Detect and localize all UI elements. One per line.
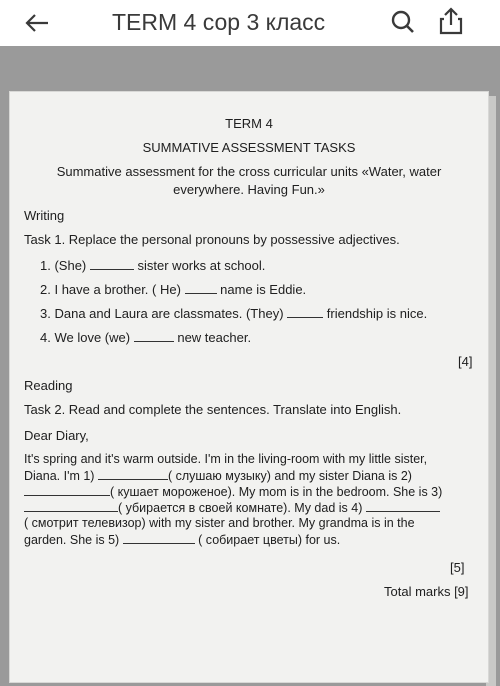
share-icon[interactable]	[438, 6, 464, 36]
subtitle-line-2: everywhere. Having Fun.»	[173, 182, 325, 197]
diary-line: ( смотрит телевизор) with my sister and brother. My grandma is in the	[24, 516, 415, 530]
document-page	[10, 92, 488, 682]
diary-line: It's spring and it's warm outside. I'm in the living-room with my little sister,	[24, 452, 428, 466]
document-title: TERM 4 соp 3 класс	[112, 9, 326, 35]
subtitle-line-1: Summative assessment for the cross curricular units «Water, water	[56, 164, 442, 179]
task1-item: 3. Dana and Laura are classmates. (They) friendship is nice.	[40, 306, 428, 321]
task1-item: 2. I have a brother. ( He) name is Eddie.	[40, 282, 307, 297]
section-writing: Writing	[24, 208, 65, 223]
task1-item: 4. We love (we) new teacher.	[40, 330, 252, 345]
app-bar	[0, 0, 500, 46]
task1-marks: [4]	[458, 354, 473, 369]
task2-marks: [5]	[450, 560, 465, 575]
term-heading: TERM 4	[225, 116, 273, 131]
total-marks: Total marks [9]	[384, 584, 469, 599]
summative-heading: SUMMATIVE ASSESSMENT TASKS	[142, 140, 356, 155]
task1-item: 1. (She) sister works at school.	[40, 258, 266, 273]
search-icon[interactable]	[390, 9, 416, 35]
task2-title: Task 2. Read and complete the sentences. Translate into English.	[24, 402, 402, 417]
diary-greeting: Dear Diary,	[24, 428, 89, 443]
arrow-left-icon[interactable]	[22, 8, 56, 38]
diary-line: ( кушает мороженое). My mom is in the bedroom. She is 3)	[24, 484, 442, 499]
diary-line: Diana. I'm 1) ( слушаю музыку) and my sister Diana is 2)	[24, 469, 412, 483]
diary-line: garden. She is 5) ( собирает цветы) for us.	[24, 533, 341, 547]
section-reading: Reading	[24, 378, 73, 393]
task1-title: Task 1. Replace the personal pronouns by possessive adjectives.	[24, 232, 400, 247]
diary-line: ( убирается в своей комнате). My dad is 4)	[24, 500, 440, 515]
